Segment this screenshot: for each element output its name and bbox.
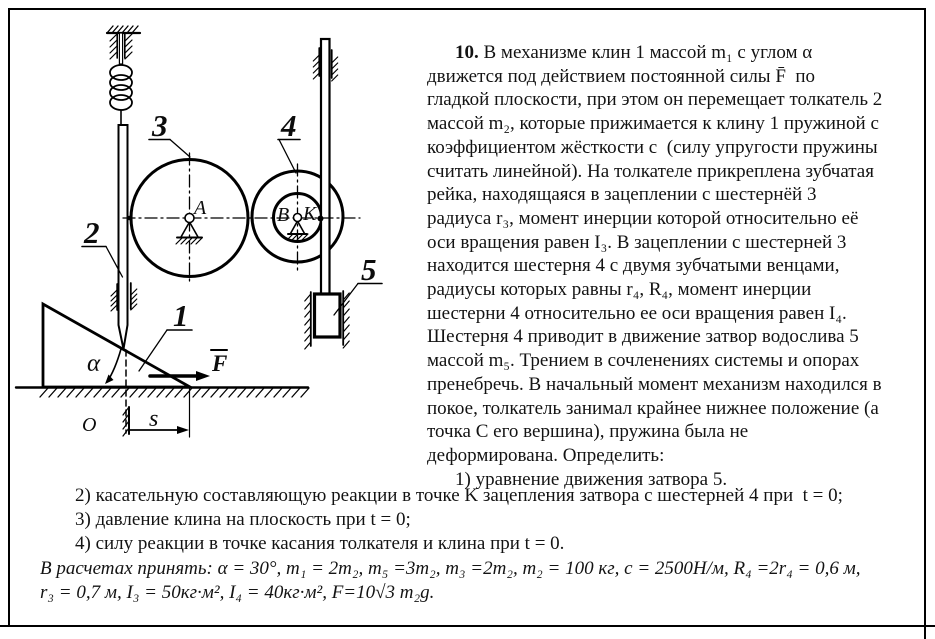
slot-hatch-right xyxy=(125,34,132,59)
problem-first-line-text: В механизме клин 1 массой m₁ с углом α xyxy=(478,42,813,63)
rack3-contact-dot xyxy=(127,216,132,221)
label-gate-5 xyxy=(334,252,382,315)
gate-5 xyxy=(305,291,349,349)
mechanism-figure xyxy=(0,0,430,470)
ground-hatch xyxy=(40,388,309,397)
label-pusher-2 xyxy=(82,215,123,277)
origin-label: O xyxy=(82,414,97,436)
slot-hatch-left xyxy=(110,34,117,59)
text-line: деформирована. Определить: xyxy=(427,444,665,466)
force-arrow xyxy=(150,350,227,381)
problem-paragraph xyxy=(427,41,929,491)
spring-hanger-rod xyxy=(119,33,122,64)
label-gear-4 xyxy=(278,108,300,173)
problem-first-line xyxy=(427,41,929,65)
text-line: 1) уравнение движения затвора 5. xyxy=(455,468,728,490)
problem-number: 10. xyxy=(455,42,479,63)
text-line: В расчетах принять: α = 30°, m₁ = 2m₂, m₅ =3m₂, m₃ =2m₂, m₂ = 100 кг, c = 2500Н/м, R₄ =2r₄ = 0,6 м, xyxy=(40,558,861,579)
text-line: 2) касательную составляющую реакции в точке K зацепления затвора с шестерней 4 при t = 0; xyxy=(75,485,843,506)
ground xyxy=(16,388,309,398)
text-line: оси вращения равен I₃. В зацеплении с шестерней 3 xyxy=(427,231,847,253)
svg-text:1: 1 xyxy=(173,298,189,333)
svg-text:3: 3 xyxy=(152,108,168,143)
s-label: s xyxy=(149,406,159,432)
label-wedge-1 xyxy=(139,298,192,371)
text-line: шестерни 4 относительно ее оси вращения равен I₄. xyxy=(427,302,847,324)
svg-text:4: 4 xyxy=(281,108,297,143)
frame-bottom-rule xyxy=(0,625,935,627)
spring-support xyxy=(107,26,140,64)
label-gear-3 xyxy=(149,108,190,157)
text-line: 3) давление клина на плоскость при t = 0; xyxy=(75,508,411,530)
text-line: 4) силу реакции в точке касания толкателя и клина при t = 0. xyxy=(75,532,565,554)
text-line: покое, толкатель занимал крайнее нижнее положение (а xyxy=(427,397,879,419)
text-line: движется под действием постоянной силы F̄ по xyxy=(427,65,816,87)
text-line: гладкой плоскости, при этом он перемещает толкатель 2 xyxy=(427,89,883,111)
axle-b-label: B xyxy=(277,204,290,226)
text-line: радиуса r₃, момент инерции которой относительно её xyxy=(427,207,859,229)
s-arrowhead xyxy=(177,426,189,434)
text-line: пренебречь. В начальный момент механизм находился в xyxy=(427,373,882,395)
given-values xyxy=(40,557,930,606)
force-label: F xyxy=(212,351,228,376)
text-line: массой m₂, которые прижимается к клину 1 пружиной с xyxy=(427,113,879,135)
text-line: точка C его вершина), пружина была не xyxy=(427,421,749,443)
spring xyxy=(110,65,132,125)
text-line: находится шестерня 4 с двумя зубчатыми венцами, xyxy=(427,255,840,277)
svg-text:2: 2 xyxy=(84,215,100,250)
problem-items xyxy=(75,484,931,555)
text-line: r₃ = 0,7 м, I₃ = 50кг·м², I₄ = 40кг·м², F=10√3 m₂g. xyxy=(40,582,435,604)
rod2-guide-hatch-left xyxy=(111,290,117,311)
force-arrowhead xyxy=(196,371,210,381)
text-line: рейка, находящаяся в зацеплении с шестернёй 3 xyxy=(427,184,817,206)
alpha-label: α xyxy=(87,350,101,377)
point-k-dot xyxy=(318,216,324,222)
text-line: считать линейной). На толкателе прикреплена зубчатая xyxy=(427,160,874,182)
text-line: массой m₅. Трением в сочленениях системы и опорах xyxy=(427,350,860,372)
text-line: коэффициентом жёсткости c (силу упругости пружины xyxy=(427,136,878,158)
svg-text:5: 5 xyxy=(361,252,377,287)
text-line: радиусы которых равны r₄, R₄, момент инерции xyxy=(427,279,812,301)
point-k-label: K xyxy=(303,203,317,225)
text-line: Шестерня 4 приводит в движение затвор водослива 5 xyxy=(427,326,859,348)
axle-a-label: A xyxy=(194,197,207,219)
